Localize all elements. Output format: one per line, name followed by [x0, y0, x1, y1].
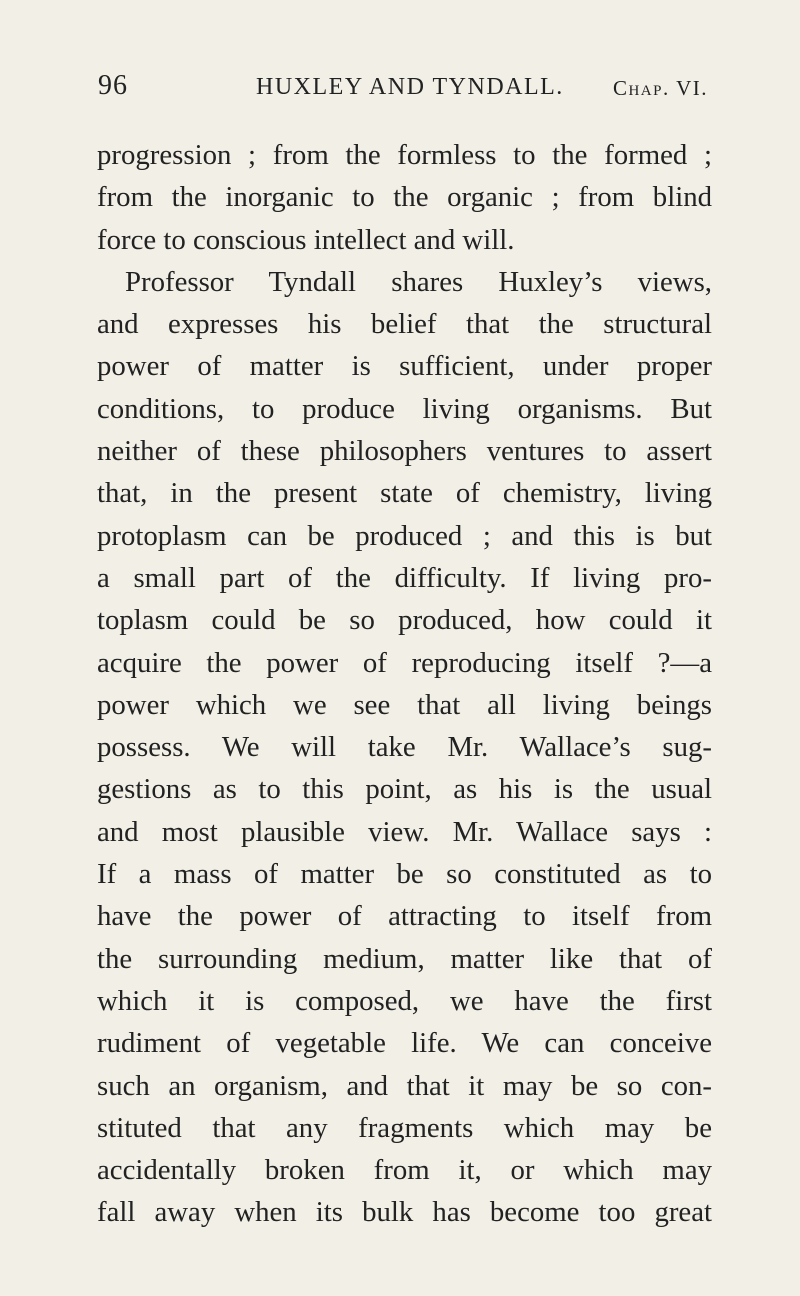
- body-text: [97, 134, 712, 1234]
- text-line: Professor Tyndall shares Huxley’s views,: [125, 265, 712, 298]
- text-line: possess. We will take Mr. Wallace’s sug-: [97, 731, 712, 764]
- text-line: neither of these philosophers ventures to assert: [97, 435, 712, 468]
- text-line: protoplasm can be produced ; and this is but: [97, 519, 712, 552]
- text-line: conditions, to produce living organisms. But: [97, 392, 712, 425]
- text-line: progression ; from the formless to the formed ;: [97, 139, 712, 171]
- text-line: from the inorganic to the organic ; from blind: [97, 181, 712, 214]
- page-number: 96: [98, 70, 128, 101]
- text-line: fall away when its bulk has become too great: [97, 1196, 712, 1229]
- text-line: accidentally broken from it, or which may: [97, 1154, 712, 1187]
- text-line: and most plausible view. Mr. Wallace says :: [97, 815, 712, 848]
- text-line: have the power of attracting to itself from: [97, 900, 712, 933]
- running-head: [98, 70, 708, 110]
- text-line: a small part of the difficulty. If living pro-: [97, 561, 712, 594]
- text-line: toplasm could be so produced, how could it: [97, 604, 712, 637]
- text-line: If a mass of matter be so constituted as to: [97, 858, 712, 891]
- chapter-reference: Chap. VI.: [612, 76, 708, 100]
- text-line: acquire the power of reproducing itself ?—a: [97, 646, 712, 679]
- text-line: which it is composed, we have the first: [97, 984, 712, 1017]
- text-line: and expresses his belief that the structural: [97, 308, 712, 341]
- text-line: force to conscious intellect and will.: [97, 223, 515, 256]
- text-line: stituted that any fragments which may be: [97, 1111, 712, 1144]
- text-line: such an organism, and that it may be so con-: [97, 1069, 712, 1102]
- text-line: power which we see that all living beings: [97, 688, 712, 721]
- text-line: that, in the present state of chemistry, living: [97, 477, 712, 510]
- running-title: HUXLEY AND TYNDALL.: [256, 74, 564, 100]
- text-line: rudiment of vegetable life. We can conceive: [97, 1027, 712, 1060]
- text-line: power of matter is sufficient, under proper: [97, 350, 712, 383]
- text-line: gestions as to this point, as his is the usual: [97, 773, 712, 806]
- text-line: the surrounding medium, matter like that of: [97, 942, 712, 975]
